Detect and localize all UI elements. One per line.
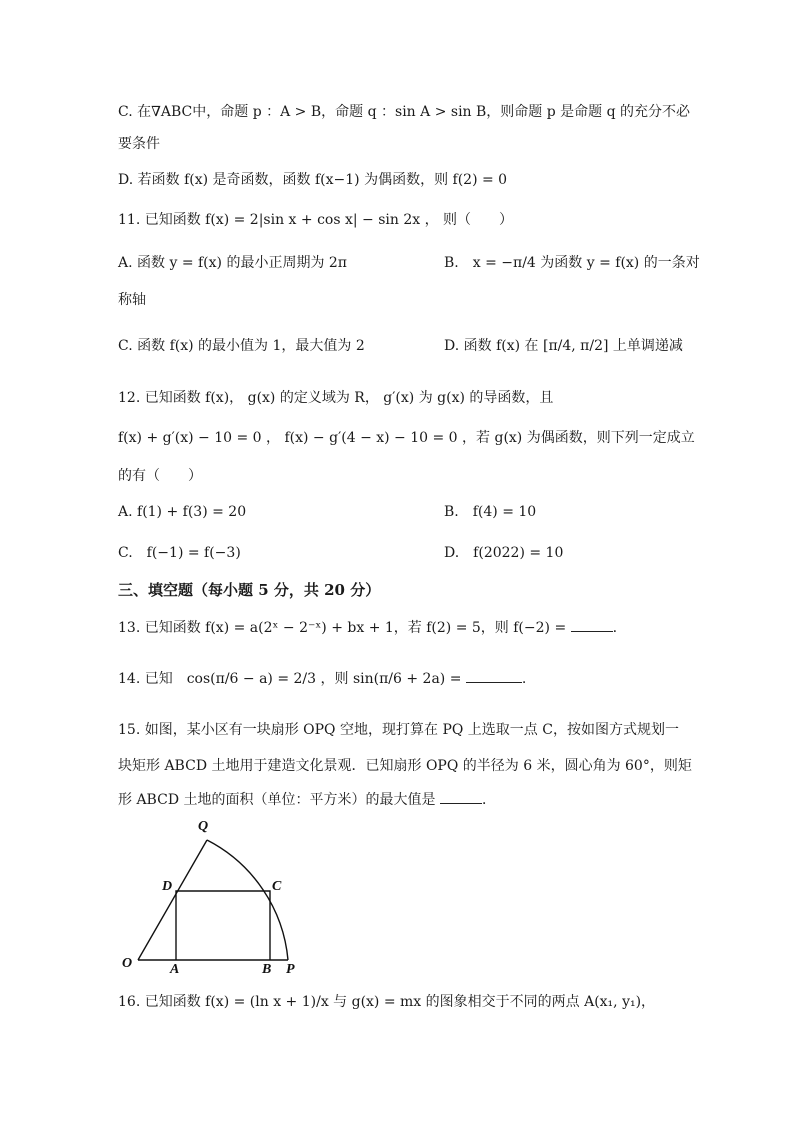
q11-option-b-cont: 称轴 [118, 292, 146, 308]
label-p: P [286, 962, 295, 977]
label-b: B [262, 962, 272, 977]
label-d: D [162, 879, 173, 894]
q14-text: 14. 已知 cos(π/6 − a) = 2/3 ，则 sin(π/6 + 2a) = [118, 671, 462, 687]
q12-condition: f(x) + g′(x) − 10 = 0 ， f(x) − g′(4 − x) − 10 = 0 ，若 g(x) 为偶函数，则下列一定成立 [118, 430, 695, 446]
q12-option-c: C. f(−1) = f(−3) [118, 545, 241, 561]
q11-option-b: B. x = −π/4 为函数 y = f(x) 的一条对 [444, 255, 700, 271]
q12-option-d: D. f(2022) = 10 [444, 545, 564, 561]
option-d-line: D. 若函数 f(x) 是奇函数，函数 f(x−1) 为偶函数，则 f(2) = 0 [118, 172, 508, 188]
q11-option-d: D. 函数 f(x) 在 [π/4, π/2] 上单调递减 [444, 338, 683, 354]
q12-option-b: B. f(4) = 10 [444, 504, 537, 520]
rectangle-abcd [176, 891, 270, 960]
label-a: A [170, 962, 180, 977]
question-14: 14. 已知 cos(π/6 − a) = 2/3 ，则 sin(π/6 + 2a) = . [118, 668, 526, 689]
option-c-line-cont: 要条件 [118, 136, 160, 152]
option-c-line: C. 在∇ABC中，命题 p ：A > B，命题 q ：sin A > sin B，则命题 p 是命题 q 的充分不必 [118, 104, 691, 120]
label-q: Q [198, 819, 209, 834]
question-15-line2: 块矩形 ABCD 土地用于建造文化景观．已知扇形 OPQ 的半径为 6 米，圆心角为 60°，则矩 [118, 758, 692, 774]
section-heading: 三、填空题（每小题 5 分，共 20 分） [118, 581, 381, 599]
question-13: 13. 已知函数 f(x) = a(2ˣ − 2⁻ˣ) + bx + 1，若 f(2) = 5，则 f(−2) = . [118, 617, 617, 638]
q15-answer-blank [440, 789, 482, 804]
label-c: C [272, 879, 282, 894]
q12-option-a: A. f(1) + f(3) = 20 [118, 504, 247, 520]
q12-prompt: 的有（ ） [118, 468, 202, 484]
question-15-line3: 形 ABCD 土地的面积（单位：平方米）的最大值是 ． [118, 789, 496, 810]
question-12: 12. 已知函数 f(x)， g(x) 的定义域为 R， g′(x) 为 g(x) 的导函数，且 [118, 390, 554, 406]
radius-oq [138, 840, 207, 960]
q15-text: 形 ABCD 土地的面积（单位：平方米）的最大值是 [118, 792, 436, 808]
question-15-line1: 15. 如图，某小区有一块扇形 OPQ 空地，现打算在 PQ 上选取一点 C，按如图方式规划一 [118, 722, 679, 738]
question-16: 16. 已知函数 f(x) = (ln x + 1)/x 与 g(x) = mx 的图象相交于不同的两点 A(x₁, y₁)， [118, 994, 656, 1010]
q13-answer-blank [571, 617, 613, 632]
q14-answer-blank [466, 668, 522, 683]
q11-option-c: C. 函数 f(x) 的最小值为 1，最大值为 2 [118, 338, 365, 354]
label-o: O [122, 956, 133, 971]
arc-pq [207, 840, 288, 960]
question-11: 11. 已知函数 f(x) = 2|sin x + cos x| − sin 2x ， 则（ ） [118, 212, 514, 228]
sector-rectangle-figure [110, 810, 310, 980]
q11-option-a: A. 函数 y = f(x) 的最小正周期为 2π [118, 255, 348, 271]
q13-text: 13. 已知函数 f(x) = a(2ˣ − 2⁻ˣ) + bx + 1，若 f(2) = 5，则 f(−2) = [118, 620, 567, 636]
